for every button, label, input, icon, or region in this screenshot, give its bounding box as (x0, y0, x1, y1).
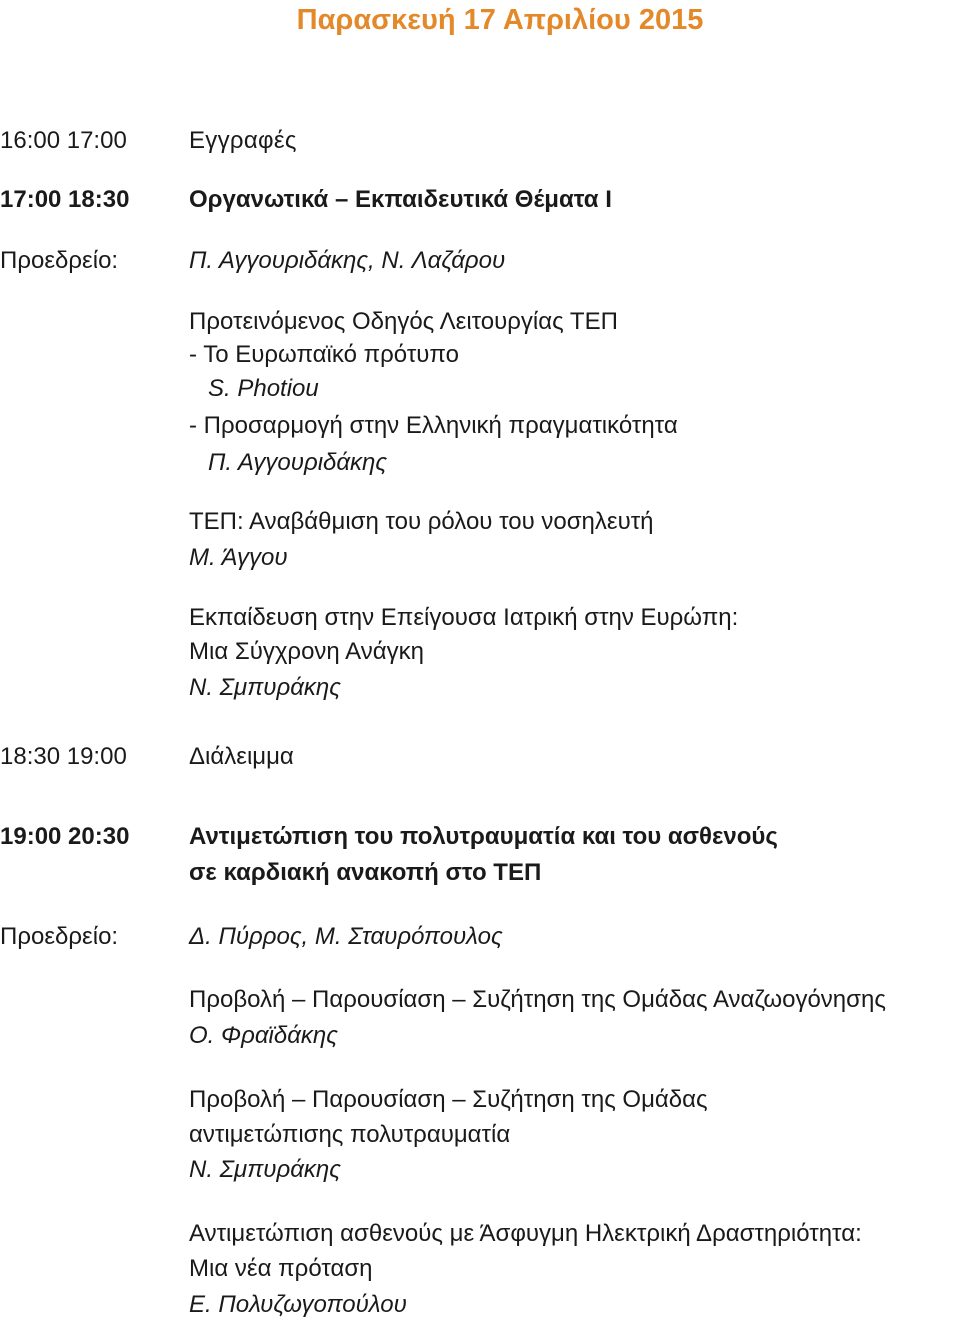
speaker: Ν. Σμπυράκης (189, 1156, 341, 1183)
talk-title: Εκπαίδευση στην Επείγουσα Ιατρική στην Ευρώπη: (189, 604, 739, 631)
page-title: Παρασκευή 17 Απριλίου 2015 (296, 4, 704, 36)
session-time: 16:00 17:00 (0, 127, 127, 154)
speaker: S. Photiou (208, 375, 319, 402)
session-title: Εγγραφές (189, 127, 297, 154)
speaker: Ε. Πολυζωγοπούλου (189, 1291, 407, 1318)
talk-title-cont: Μια νέα πρόταση (189, 1255, 373, 1282)
speaker: Π. Αγγουριδάκης (208, 449, 388, 476)
speaker: Ν. Σμπυράκης (189, 674, 341, 701)
talk-title: ΤΕΠ: Αναβάθμιση του ρόλου του νοσηλευτή (189, 508, 654, 535)
talk-title: Προτεινόμενος Οδηγός Λειτουργίας ΤΕΠ (189, 308, 618, 335)
talk-subtitle: - Προσαρμογή στην Ελληνική πραγματικότητα (189, 412, 678, 439)
talk-title-cont: αντιμετώπισης πολυτραυματία (189, 1121, 511, 1148)
speaker: Ο. Φραϊδάκης (189, 1022, 338, 1049)
chairs: Π. Αγγουριδάκης, Ν. Λαζάρου (189, 247, 506, 274)
talk-title-cont: Μια Σύγχρονη Ανάγκη (189, 638, 424, 665)
chairs: Δ. Πύρρος, Μ. Σταυρόπουλος (189, 923, 503, 950)
session-time: 18:30 19:00 (0, 743, 127, 770)
talk-subtitle: - Το Ευρωπαϊκό πρότυπο (189, 341, 459, 368)
talk-title: Προβολή – Παρουσίαση – Συζήτηση της Ομάδας (189, 1086, 708, 1113)
session-time: 17:00 18:30 (0, 186, 130, 213)
session-title: Αντιμετώπιση του πολυτραυματία και του ασθενούς (189, 823, 778, 850)
talk-title: Προβολή – Παρουσίαση – Συζήτηση της Ομάδας Αναζωογόνησης (189, 986, 886, 1013)
talk-title: Αντιμετώπιση ασθενούς με Άσφυγμη Ηλεκτρική Δραστηριότητα: (189, 1220, 862, 1247)
chair-label: Προεδρείο: (0, 247, 119, 274)
session-title: Οργανωτικά – Εκπαιδευτικά Θέματα Ι (189, 186, 612, 213)
speaker: Μ. Άγγου (189, 544, 288, 571)
chair-label: Προεδρείο: (0, 923, 119, 950)
session-time: 19:00 20:30 (0, 823, 130, 850)
session-title: Διάλειμμα (189, 743, 294, 770)
session-title-cont: σε καρδιακή ανακοπή στο ΤΕΠ (189, 859, 542, 886)
